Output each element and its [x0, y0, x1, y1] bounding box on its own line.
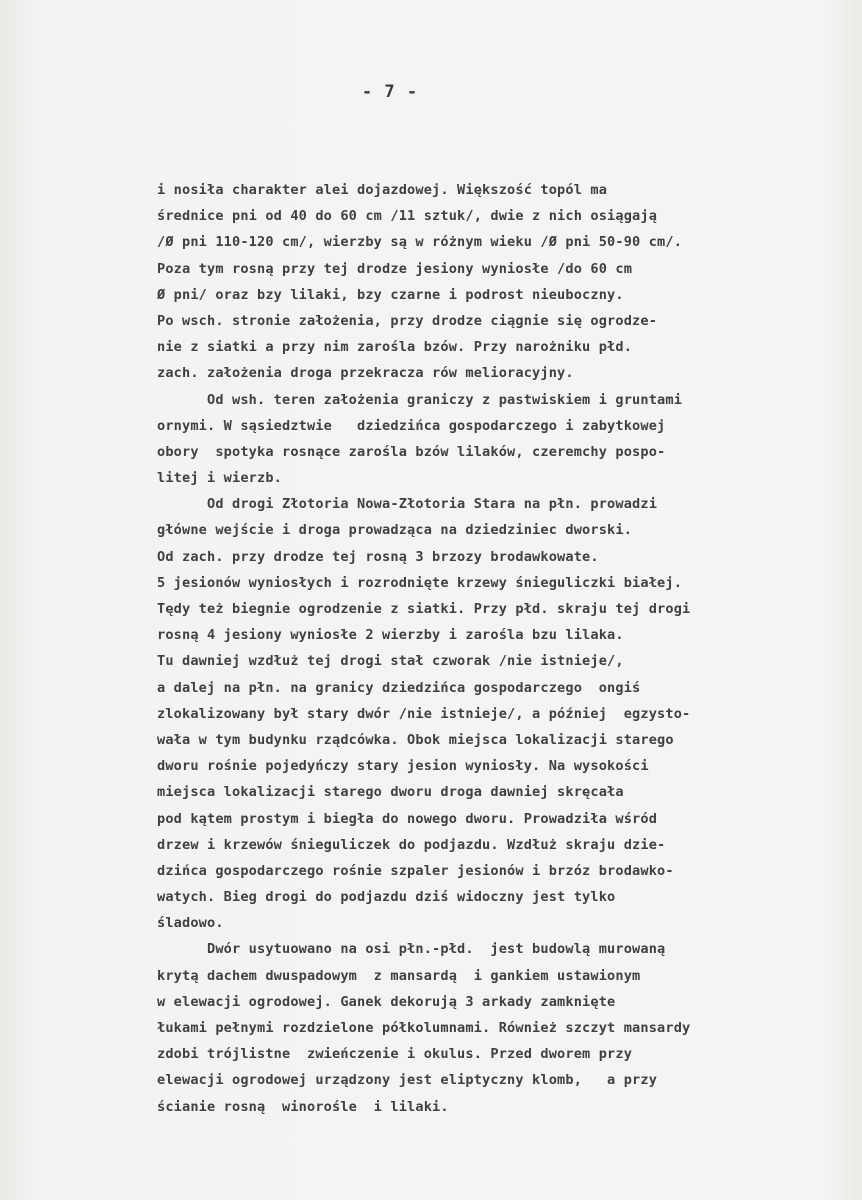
text-line: elewacji ogrodowej urządzony jest eliptyczny klomb, a przy [157, 1072, 658, 1089]
body-text [157, 177, 837, 1120]
text-line: w elewacji ogrodowej. Ganek dekorują 3 arkady zamknięte [157, 993, 616, 1010]
text-line: dzińca gospodarczego rośnie szpaler jesionów i brzóz brodawko- [157, 862, 674, 879]
text-line: ornymi. W sąsiedztwie dziedzińca gospodarczego i zabytkowej [157, 417, 666, 434]
text-line: Tu dawniej wzdłuż tej drogi stał czworak /nie istnieje/, [157, 653, 624, 670]
text-line: wała w tym budynku rządcówka. Obok miejsca lokalizacji starego [157, 731, 674, 748]
text-line: dworu rośnie pojedyńczy stary jesion wyniosły. Na wysokości [157, 758, 649, 775]
text-line: miejsca lokalizacji starego dworu droga dawniej skręcała [157, 784, 624, 801]
text-line: ścianie rosną winorośle i lilaki. [157, 1098, 449, 1115]
text-line: główne wejście i droga prowadząca na dziedziniec dworski. [157, 522, 633, 539]
text-line: a dalej na płn. na granicy dziedzińca gospodarczego ongiś [157, 679, 641, 696]
text-line: rosną 4 jesiony wyniosłe 2 wierzby i zarośla bzu lilaka. [157, 627, 624, 644]
text-line: drzew i krzewów śnieguliczek do podjazdu. Wzdłuż skraju dzie- [157, 836, 666, 853]
text-line: Od zach. przy drodze tej rosną 3 brzozy brodawkowate. [157, 548, 599, 565]
text-line: zlokalizowany był stary dwór /nie istnieje/, a później egzysto- [157, 705, 691, 722]
text-line: litej i wierzb. [157, 470, 283, 487]
text-line: Tędy też biegnie ogrodzenie z siatki. Przy płd. skraju tej drogi [157, 601, 691, 617]
text-line: zdobi trójlistne zwieńczenie i okulus. Przed dworem przy [157, 1046, 633, 1063]
text-line: krytą dachem dwuspadowym z mansardą i gankiem ustawionym [157, 967, 641, 984]
text-line: obory spotyka rosnące zarośla bzów lilaków, czeremchy pospo- [157, 443, 666, 460]
text-line: watych. Bieg drogi do podjazdu dziś widoczny jest tylko [157, 889, 616, 906]
text-line: łukami pełnymi rozdzielone półkolumnami. Również szczyt mansardy [157, 1020, 691, 1036]
text-line: Ø pni/ oraz bzy lilaki, bzy czarne i podrost nieuboczny. [157, 286, 624, 303]
text-line: Dwór usytuowano na osi płn.-płd. jest budowlą murowaną [157, 941, 666, 958]
text-line: Poza tym rosną przy tej drodze jesiony wyniosłe /do 60 cm [157, 260, 633, 277]
text-line: pod kątem prostym i biegła do nowego dworu. Prowadziła wśród [157, 810, 658, 827]
text-line: 5 jesionów wyniosłych i rozrodnięte krzewy śnieguliczki białej. [157, 574, 683, 591]
page-number: - 7 - [361, 82, 419, 102]
text-line: Od drogi Złotoria Nowa-Złotoria Stara na płn. prowadzi [157, 496, 658, 513]
text-line: nie z siatki a przy nim zarośla bzów. Przy narożniku płd. [157, 339, 633, 356]
text-line: Od wsh. teren założenia graniczy z pastwiskiem i gruntami [157, 391, 683, 408]
text-line: zach. założenia droga przekracza rów melioracyjny. [157, 365, 574, 382]
text-line: i nosiła charakter alei dojazdowej. Większość topól ma [157, 182, 608, 198]
text-line: śladowo. [157, 915, 224, 932]
text-line: /Ø pni 110-120 cm/, wierzby są w różnym wieku /Ø pni 50-90 cm/. [157, 234, 683, 251]
text-line: Po wsch. stronie założenia, przy drodze ciągnie się ogrodze- [157, 312, 658, 329]
text-line: średnice pni od 40 do 60 cm /11 sztuk/, dwie z nich osiągają [157, 208, 658, 225]
